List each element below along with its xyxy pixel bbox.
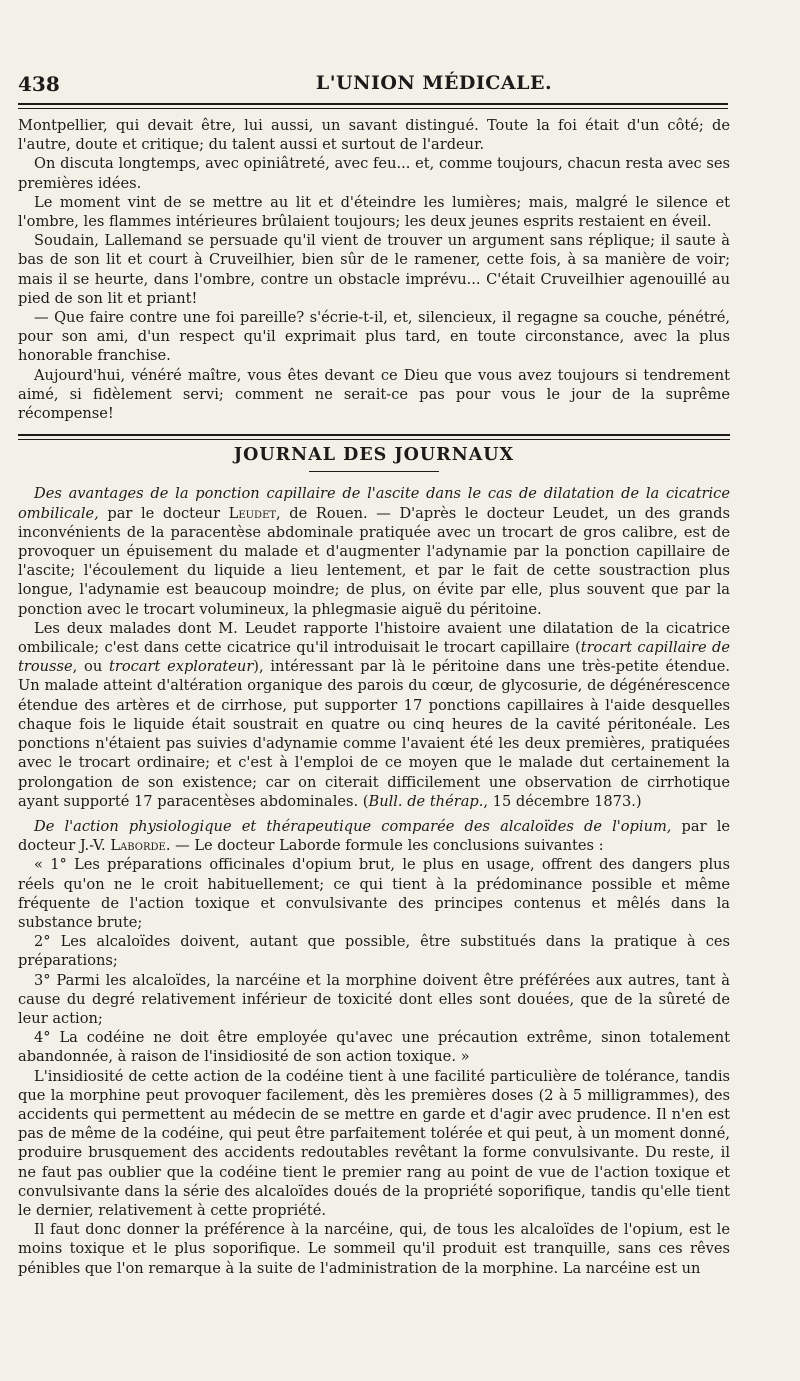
article-title: De l'action physiologique et thérapeutique comparée des alcaloïdes de l'opium, <box>34 817 672 835</box>
article-text-italic: trocart explorateur <box>108 658 254 676</box>
article-text: Les deux malades dont M. Leudet rapporte l'histoire avaient une dilatation de la cicatrice ombilicale; c'est dans cette cicatrice qu'il introduisait le trocart capillaire ( <box>18 619 730 657</box>
article-text: ), intéressant par là le péritoine dans une très-petite étendue. Un malade atteint d'altération organique des parois du cœur, de glycosurie, de dégénérescence étendue des artères et de cirrhose, put supporter 17 ponctions capillaires à l'aide desquelles chaque fois le liquide était soustrait en quatre ou cinq heures de la cavité péritonéale. Les ponctions n'étaient pas suivies d'adynamie comme l'avaient été les deux premières, pratiquées avec le trocart ordinaire; et c'est à l'emploi de ce moyen que le malade dut certainement la prolongation de son existence; car on citerait difficilement une observation de cirrhotique ayant supporté 17 paracentèses abdominales. ( <box>18 658 730 810</box>
intro-paragraph: Soudain, Lallemand se persuade qu'il vient de trouver un argument sans réplique; il saute à bas de son lit et court à Cruveilhier, bien sûr de le ramener, cette fois, à sa manière de voir; mais il se heurte, dans l'ombre, contre un obstacle imprévu... C'était Cruveilhier agenouillé au pied de son lit et priant! <box>18 232 730 307</box>
page-number: 438 <box>18 72 60 96</box>
author-name: Leudet <box>228 504 277 522</box>
article-paragraph: L'insidiosité de cette action de la codéine tient à une facilité particulière de tolérance, tandis que la morphine peut provoquer facilement, dès les premières doses (2 à 5 milligrammes), des accidents qui permettent au médecin de se mettre en garde et d'agir avec prudence. Il n'en est pas de même de la codéine, qui peut être parfaitement tolérée et qui peut, à un moment donné, produire brusquement des accidents redoutables revêtant la forme convulsivante. Du reste, il ne faut pas oublier que la codéine tient le premier rang au point de vue de l'action toxique et convulsivante dans la série des alcaloïdes doués de la propriété soporifique, tandis qu'elle tient le dernier, relativement à cette propriété. <box>18 1067 730 1219</box>
article-paragraph: Il faut donc donner la préférence à la narcéine, qui, de tous les alcaloïdes de l'opium, est le moins toxique et le plus soporifique. Le sommeil qu'il produit est tranquille, sans ces rêves pénibles que l'on remarque à la suite de l'administration de la morphine. La narcéine est un <box>18 1221 730 1277</box>
intro-paragraph: Aujourd'hui, vénéré maître, vous êtes devant ce Dieu que vous avez toujours si tendrement aimé, si fidèlement servi; comment ne serait-ce pas pour vous le jour de la suprême récompense! <box>18 366 730 423</box>
article-text: , ou <box>72 658 109 676</box>
conclusion-item: 4° La codéine ne doit être employée qu'avec une précaution extrême, sinon totalement abandonnée, à raison de l'insidiosité de son action toxique. » <box>18 1029 730 1066</box>
article-text: . — Le docteur Laborde formule les conclusions suivantes : <box>165 837 604 855</box>
page-header <box>18 72 730 100</box>
intro-paragraph: On discuta longtemps, avec opiniâtreté, avec feu... et, comme toujours, chacun resta avec ses premières idées. <box>18 155 730 192</box>
running-title: L'UNION MÉDICALE. <box>315 72 553 94</box>
section-rule <box>18 434 730 440</box>
article-text: , 15 décembre 1873.) <box>483 792 642 810</box>
article-text: , de Rouen. — D'après le docteur Leudet, un des grands inconvénients de la paracentèse abdominale pratiquée avec un trocart de gros calibre, est de provoquer un épuisement du malade et d'augmenter l'adynamie par la ponction capillaire de l'ascite; l'écoulement du liquide a lieu lentement, et par le fait de cette soustraction plus longue, l'adynamie est beaucoup moindre; de plus, on évite par elle, plus souvent que par la ponction avec le trocart volumineux, la phlegmasie aiguë du péritoine. <box>18 504 730 618</box>
article-leudet-p2 <box>18 619 730 811</box>
citation: Bull. de thérap. <box>368 792 484 810</box>
byline-text: par le docteur <box>98 504 229 522</box>
header-rule <box>18 103 728 109</box>
article-title: Des avantages de la ponction capillaire de l'ascite dans le cas de dilatation de la cicatrice ombilicale, <box>18 485 730 522</box>
article-text-italic: trocart capillaire de trousse <box>18 639 730 676</box>
page-body <box>18 116 730 1278</box>
intro-paragraph: Montpellier, qui devait être, lui aussi, un savant distingué. Toute la foi était d'un côté; de l'autre, doute et critique; du talent aussi et surtout de l'ardeur. <box>18 117 730 154</box>
article-leudet-p1 <box>18 484 730 618</box>
conclusion-item: « 1° Les préparations officinales d'opium brut, le plus en usage, offrent des dangers plus réels qu'on ne le croit habituellement; ce qui tient à la prédominance possible et même fréquente de l'action toxique et convulsivante des principes contenus et mêlés dans la substance brute; <box>18 856 730 931</box>
byline-text: par le docteur J.-V. <box>18 817 730 855</box>
conclusion-item: 2° Les alcaloïdes doivent, autant que possible, être substitués dans la pratique à ces préparations; <box>18 933 730 970</box>
intro-paragraph: Le moment vint de se mettre au lit et d'éteindre les lumières; mais, malgré le silence et l'ombre, les flammes intérieures brûlaient toujours; les deux jeunes esprits restaient en éveil. <box>18 193 730 231</box>
section-title-rule <box>309 471 439 472</box>
intro-paragraph: — Que faire contre une foi pareille? s'écrie-t-il, et, silencieux, il regagne sa couche, pénétré, pour son ami, d'un respect qu'il exprimait plus tard, en toute circonstance, avec la plus honorable franchise. <box>18 309 730 365</box>
conclusion-item: 3° Parmi les alcaloïdes, la narcéine et la morphine doivent être préférées aux autres, tant à cause du degré relativement inférieur de toxicité dont elles sont douées, que de la sûreté de leur action; <box>18 971 730 1027</box>
section-title: JOURNAL DES JOURNAUX <box>233 445 515 466</box>
author-name: Laborde <box>110 837 166 855</box>
article-laborde-p1 <box>18 817 730 855</box>
